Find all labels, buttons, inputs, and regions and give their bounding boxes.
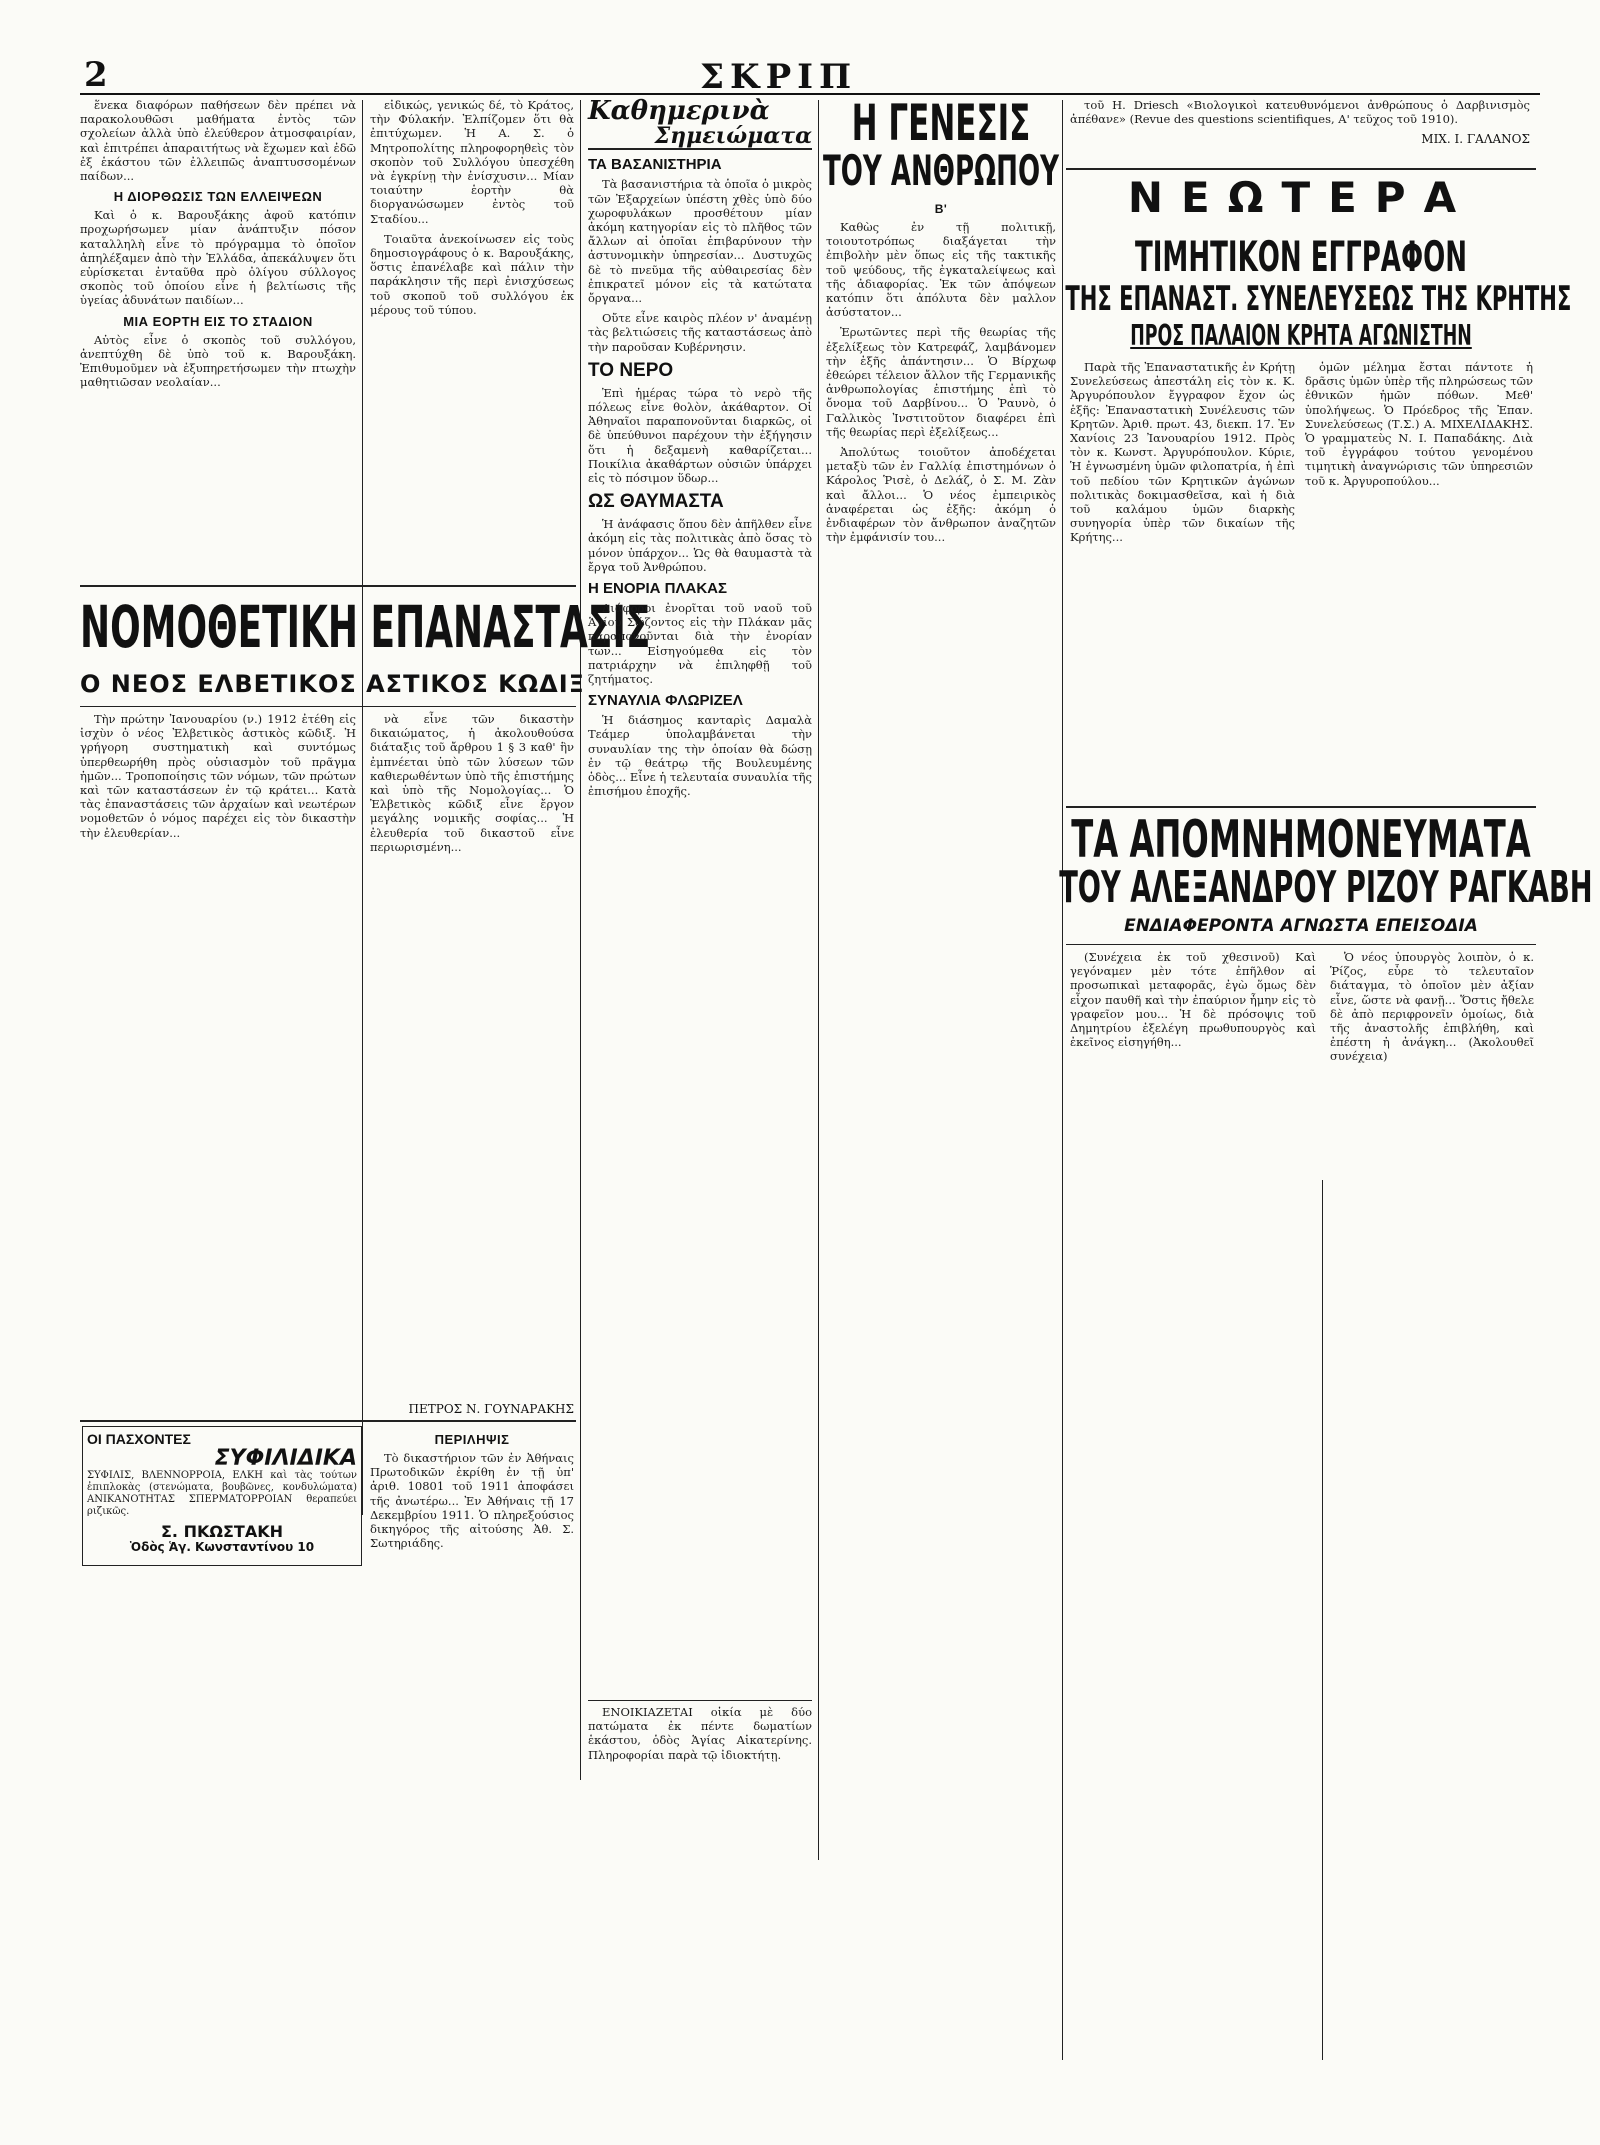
masthead — [0, 55, 1600, 95]
author-signature: ΜΙΧ. Ι. ΓΑΛΑΝΟΣ — [1421, 132, 1530, 147]
part-marker: Β' — [934, 202, 948, 216]
memoirs-headline-2-wrap — [1059, 862, 1593, 913]
subhead-block — [80, 670, 585, 698]
article-paragraph: Ἀπολύτως τοιοῦτον ἀποδέχεται μεταξὺ τῶν ἐν Γαλλίᾳ ἐπιστημόνων ὁ Κάρολος Ῥισὲ, ὁ Δελάζ, ὁ Σ. Μ. Ζὰν καὶ ἄλλοι... Ὁ νέος ἐμπειρικὸς ἀναφέρεται ὡς ἐξῆς: ἀκόμη ὁ ἐνδιαφέρων τὸν ἄνθρωπον ἀναζητῶν τὴν ἐμφάνισίν του... — [826, 445, 1056, 545]
column-rule — [818, 100, 819, 1860]
article-paragraph: ὁμῶν μέλημα ἔσται πάντοτε ἡ δρᾶσις ὑμῶν ὑπὲρ τῆς πληρώσεως τῶν ἐθνικῶν ἡμῶν πόθων. Μεθ' ὑπολήψεως. Ὁ Πρόεδρος τῆς Ἐπαν. Συνελεύσεως (Τ.Σ.) Α. ΜΙΧΕΛΙΔΑΚΗΣ. Ὁ γραμματεὺς Ν. Ι. Παπαδάκης. Διὰ τοῦ ἐγγράφου τούτου γενομένου τιμητικὴ ἀναγνώρισις τῶν ὑπηρεσιῶν τοῦ κ. Ἀργυροπούλου... — [1305, 360, 1533, 488]
memoirs-subhead: ΕΝΔΙΑΦΕΡΟΝΤΑ ΑΓΝΩΣΤΑ ΕΠΕΙΣΟΔΙΑ — [1124, 916, 1478, 936]
section-subhead: ΜΙΑ ΕΟΡΤΗ ΕΙΣ ΤΟ ΣΤΑΔΙΟΝ — [123, 313, 313, 329]
ad-doctor: Σ. ΠΚΩΣΤΑΚΗ — [161, 1522, 283, 1542]
article-paragraph: Διάφοροι ἐνορῖται τοῦ ναοῦ τοῦ Ἁγίου Σώζοντος εἰς τὴν Πλάκαν μᾶς παραπονοῦνται διὰ τὴν ἐνορίαν των... Εἰσηγούμεθα εἰς τὸν πατριάρχην νὰ ἐπιληφθῇ τοῦ ζητήματος. — [588, 601, 812, 687]
article-paragraph: Καθὼς ἐν τῇ πολιτικῇ, τοιουτοτρόπως διαξάγεται τὴν ἐπιβολὴν μὲν ὅπως εἰς τῆς τακτικῆς τοῦ ψεύδους, τῆς ἐγκαταλείψεως καὶ τῆς ἀδιαφορίας. Ἐκ τῶν ἀπόψεων κατόπιν ὅτι ἀπόλυτα δὲν μαλλον ἀσύστατον... — [826, 220, 1056, 320]
neotera-title-2-wrap — [1065, 279, 1572, 319]
memoirs-headline-1: ΤΑ ΑΠΟΜΝΗΜΟΝΕΥΜΑΤΑ — [1071, 810, 1531, 870]
memoirs-right-column — [1330, 950, 1534, 2030]
memoirs-subhead-wrap — [1066, 918, 1536, 936]
subhead-elvetikos: Ο ΝΕΟΣ ΕΛΒΕΤΙΚΟΣ ΑΣΤΙΚΟΣ ΚΩΔΙΞ — [80, 670, 585, 698]
kath-header-2: Σημειώματα — [588, 125, 812, 150]
neotera-headline: ΝΕΩΤΕΡΑ — [1127, 173, 1475, 222]
memoirs-headline-1-wrap — [1066, 810, 1536, 870]
section-subhead: ΤΑ ΒΑΣΑΝΙΣΤΗΡΙΑ — [588, 156, 722, 174]
nomo-left-column — [80, 712, 356, 1412]
article-paragraph: Οὔτε εἶνε καιρὸς πλέον ν' ἀναμένῃ τὰς βελτιώσεις τῆς καταστάσεως ἀπὸ τὴν παροῦσαν Κυβέρνησιν. — [588, 311, 812, 354]
article-paragraph: Καὶ ὁ κ. Βαρουξάκης ἀφοῦ κατόπιν προχωρήσωμεν μίαν ἀνάπτυξιν πόσον καταλληλὴ εἶνε τὸ πρόγραμμα τὸ ὁποῖον ἀπηλέξαμεν ἀπὸ τὴν Ἑλλάδα, ἀπεκάλυψεν ὅτι εὑρίσκεται ἐνταῦθα πρὸ ὀλίγου σύλλογος σκοπὸς τοῦ ὁποίου εἶνε ἡ βελτίωσις τῆς ὑγείας ἀδυνάτων παιδίων... — [80, 208, 356, 308]
article-paragraph: (Συνέχεια ἐκ τοῦ χθεσινοῦ) Καὶ γεγόναμεν μὲν τότε ἐπῆλθον αἱ προσωπικαὶ μεταφορᾶς, ἐγὼ ὅμως δὲν εἶχον παυθῆ καὶ τὴν ἐπαύριον ἦμην εἰς τὸ γραφεῖον μου... Ἡ δὲ πρόσοψις τοῦ Δημητρίου ἐξελέγη πρωθυπουργὸς καὶ ἐκεῖνος εἰσηγήθη... — [1070, 950, 1316, 1050]
genesis-headline-1-wrap — [826, 94, 1056, 152]
kathimerina-column — [588, 98, 812, 1698]
memoirs-left-column — [1070, 950, 1316, 2030]
ad-text: ΣΥΦΙΛΙΣ, ΒΛΕΝΝΟΡΡΟΙΑ, ΕΛΚΗ καὶ τὰς τούτων ἐπιπλοκὰς (στενώματα, βουβῶνες, κονδυλώματα) ΑΝΙΚΑΝΟΤΗΤΑΣ ΣΠΕΡΜΑΤΟΡΡΟΙΑΝ θεραπεύει ριζικῶς. — [87, 1470, 357, 1518]
masthead-rule — [80, 93, 1540, 95]
neotera-title-3-wrap — [1066, 319, 1536, 352]
notice-text: Τὸ δικαστήριον τῶν ἐν Ἀθήναις Πρωτοδικῶν ἐκρίθη ἐν τῇ ὑπ' ἀριθ. 10801 τοῦ 1911 ἀποφάσει τῆς ἀνωτέρω... Ἐν Ἀθήναις τῇ 17 Δεκεμβρίου 1911. Ὁ πληρεξούσιος δικηγόρος τῆς αἰτούσης Ἀθ. Σ. Σωτηριάδης. — [370, 1451, 574, 1551]
genesis-headline-2-wrap — [823, 146, 1059, 196]
section-rule — [1066, 944, 1536, 945]
neotera-title-2: ΤΗΣ ΕΠΑΝΑΣΤ. ΣΥΝΕΛΕΥΣΕΩΣ ΤΗΣ ΚΡΗΤΗΣ — [1065, 279, 1572, 319]
section-rule — [80, 1420, 576, 1422]
neotera-header — [1066, 173, 1536, 222]
article-paragraph: Ὁ νέος ὑπουργὸς λοιπὸν, ὁ κ. Ῥίζος, εὗρε τὸ τελευταῖον διάταγμα, τὸ ὁποῖον μὲν ἀξίαν εἶνε, ὥστε νὰ φανῇ... Ὅστις ἤθελε δὲ ἀπὸ περιφρονεῖν ὁμοίως, διὰ τῆς ἀναστολῆς ἐπιβλήθη, καὶ ἐπέστη ἡ ἀνάγκη... (Ἀκολουθεῖ συνέχεια) — [1330, 950, 1534, 1064]
author-signature: ΠΕΤΡΟΣ Ν. ΓΟΥΝΑΡΑΚΗΣ — [408, 1402, 574, 1416]
article-paragraph: Ἡ ἀνάφασις ὅπου δὲν ἀπῆλθεν εἶνε ἀκόμη εἰς τὰς πολιτικὰς ἀπὸ ὅσας τὸ μόνον ὑπάρχον... Ὡς θὰ θαυμαστὰ τὰ ἔργα τοῦ Ἀνθρώπου. — [588, 517, 812, 574]
section-subhead: ΩΣ ΘΑΥΜΑΣΤΑ — [588, 491, 724, 513]
column-2-top — [370, 98, 574, 568]
genesis-headline-2: ΤΟΥ ΑΝΘΡΩΠΟΥ — [823, 146, 1059, 195]
ad-box-syphilis — [82, 1426, 362, 1566]
memoirs-headline-2: ΤΟΥ ΑΛΕΞΑΝΔΡΟΥ ΡΙΖΟΥ ΡΑΓΚΑΒΗ — [1059, 862, 1593, 913]
headline-block — [80, 593, 651, 664]
genesis-headline-1: Η ΓΕΝΕΣΙΣ — [851, 94, 1031, 152]
neotera-right-column — [1305, 360, 1533, 800]
kath-header-1: Καθημερινὰ — [588, 96, 770, 126]
ad-address: Ὁδὸς Ἁγ. Κωνσταντίνου 10 — [129, 1539, 315, 1554]
top-right-continuation — [1070, 98, 1530, 160]
genesis-column — [823, 94, 1059, 1818]
neotera-title-1-wrap — [1066, 232, 1536, 281]
neotera-left-column — [1070, 360, 1295, 800]
section-rule — [1066, 168, 1536, 170]
section-subhead: Η ΔΙΟΡΘΩΣΙΣ ΤΩΝ ΕΛΛΕΙΨΕΩΝ — [113, 189, 323, 205]
column-rule — [362, 100, 363, 1515]
article-paragraph: Παρὰ τῆς Ἐπαναστατικῆς ἐν Κρήτῃ Συνελεύσεως ἀπεστάλη εἰς τὸν κ. Κ. Ἀργυρόπουλον ἔγγραφον ἔχον ὡς ἑξῆς: Ἐπαναστατικὴ Συνέλευσις τῶν Κρητῶν. Ἀριθ. πρωτ. 43, διεκπ. 17. Ἐν Χανίοις 23 Ἰανουαρίου 1912. Πρὸς τὸν κ. Κωνστ. Ἀργυρόπουλον. Κύριε, Ἡ ἐγνωσμένη ὑμῶν φιλοπατρία, ἡ ἐπὶ τοῦ πεδίου τῶν Κρητικῶν ἀγώνων πολιτικὰς δοκιμασθεῖσα, καὶ ἡ διὰ τοῦ καλάμου ὑμῶν διαρκὴς συνηγορία ὑπὲρ τῶν δικαίων τῆς Κρήτης... — [1070, 360, 1295, 545]
article-paragraph: Τὴν πρώτην Ἰανουαρίου (ν.) 1912 ἐτέθη εἰς ἰσχὺν ὁ νέος Ἐλβετικὸς ἀστικὸς κῶδιξ. Ἡ γρήγορη συστηματικὴ καὶ συντόμως ὑπερθεωρήθη πρὸς οὐσιασμὸν τοῦ πρᾶγμα ἡμῶν... Τροποποίησις τῶν νόμων, τῶν πρώτων καὶ τῶν καταστάσεων ἐν τῷ κράτει... Κατὰ τὰς ἐπαναστάσεις τῶν ἀρχαίων καὶ νεωτέρων νομοθετῶν ὁ νόμος παρέχει εἰς τὸν δικαστὴν τὴν ἐλευθερίαν... — [80, 712, 356, 840]
nomo-right-column — [370, 712, 574, 1412]
section-subhead: ΣΥΝΑΥΛΙΑ ΦΛΩΡΙΖΕΛ — [588, 692, 743, 710]
article-paragraph: τοῦ Η. Driesch «Βιολογικοὶ κατευθυνόμενοι ἀνθρώπους ὁ Δαρβινισμὸς ἀπέθανε» (Revue des questions scientifiques, Α' τεῦχος τοῦ 1910). — [1070, 98, 1530, 127]
neotera-title-3: ΠΡΟΣ ΠΑΛΑΙΟΝ ΚΡΗΤΑ ΑΓΩΝΙΣΤΗΝ — [1130, 319, 1472, 352]
section-rule — [1066, 806, 1536, 808]
notice-perilipsis — [370, 1426, 574, 1566]
article-paragraph: εἰδικώς, γενικώς δέ, τὸ Κράτος, τὴν Φύλακήν. Ἐλπίζομεν ὅτι θὰ ἐπιτύχωμεν. Ἡ Α. Σ. ὁ Μητροπολίτης πληροφορηθεὶς τὸν σκοπὸν τοῦ Συλλόγου ὑπεσχέθη νὰ ἐγκρίνῃ τὴν ἐνίσχυσιν... Μίαν τοιαύτην ἑορτὴν θὰ διοργανώσωμεν ἐντὸς τοῦ Σταδίου... — [370, 98, 574, 226]
ad-title: ΟΙ ΠΑΣΧΟΝΤΕΣ — [87, 1431, 191, 1447]
column-1-top — [80, 98, 356, 568]
rent-text: ΕΝΟΙΚΙΑΖΕΤΑΙ οἰκία μὲ δύο πατώματα ἐκ πέντε δωματίων ἑκάστου, ὁδὸς Ἁγίας Αἰκατερίνης. Πληροφορίαι παρὰ τῷ ἰδιοκτήτῃ. — [588, 1705, 812, 1762]
article-paragraph: Ἐπὶ ἡμέρας τώρα τὸ νερὸ τῆς πόλεως εἶνε θολὸν, ἀκάθαρτον. Οἱ Ἀθηναῖοι παραπονοῦνται διαρκῶς, οἱ δὲ ὑπεύθυνοι παρέχουν τὴν ἐξήγησιν ὅτι ἡ δεξαμενὴ καθαρίζεται... Ποικίλια ἀκαθάρτων οὐσιῶν ὑπάρχει εἰς τὸ πόσιμον ὕδωρ... — [588, 385, 812, 486]
column-rule — [1062, 100, 1063, 2060]
section-subhead: ΤΟ ΝΕΡΟ — [588, 359, 674, 381]
neotera-title-1: ΤΙΜΗΤΙΚΟΝ ΕΓΓΡΑΦΟΝ — [1134, 232, 1468, 281]
rent-notice — [588, 1700, 812, 1765]
notice-title: ΠΕΡΙΛΗΨΙΣ — [434, 1432, 510, 1447]
article-paragraph: νὰ εἶνε τῶν δικαστὴν δικαιώματος, ἡ ἀκολουθούσα διάταξις τοῦ ἄρθρου 1 § 3 καθ' ἣν ἐμπνέεται ὑπὸ τῶν λύσεων τῶν καθιερωθέντων ὑπὸ τῆς ἐπιστήμης καὶ ὑπὸ τῆς Νομολογίας... Ὁ Ἐλβετικὸς κῶδιξ εἶνε ἔργον μεγάλης νομικῆς σοφίας... Ἡ ἐλευθερία τοῦ δικαστοῦ εἶνε περιωρισμένη... — [370, 712, 574, 854]
article-paragraph: Ἡ διάσημος κανταρὶς Δαμαλὰ Τεάμερ ὑπολαμβάνεται τὴν συναυλίαν της τὴν ὁποίαν θὰ δώσῃ ἐν τῷ θεάτρῳ τῆς Βουλευμένης ὁδὸς... Εἶνε ἡ τελευταία συναυλία τῆς ἐπισήμου ἐποχῆς. — [588, 713, 813, 799]
section-subhead: Η ΕΝΟΡΙΑ ΠΛΑΚΑΣ — [588, 580, 728, 598]
headline-nomothetiki: ΝΟΜΟΘΕΤΙΚΗ ΕΠΑΝΑΣΤΑΣΙΣ — [80, 593, 651, 661]
section-rule — [80, 585, 576, 587]
paper-title: ΣΚΡΙΠ — [700, 57, 858, 97]
article-paragraph: Τὰ βασανιστήρια τὰ ὁποῖα ὁ μικρὸς τῶν Ἐξαρχείων ὑπέστη χθὲς ὑπὸ δύο χωροφυλάκων προσθέτουν μίαν ἀκόμη κατηγορίαν εἰς τὸ πλῆθος τῶν ἄλλων αἱ ὁποῖαι ἐπιβαρύνουν τὴν ἀστυνομικὴν ὑπηρεσίαν... Δυστυχῶς δὲ τὸ πνεῦμα τῆς αὐθαιρεσίας δὲν ἐπικρατεῖ μόνον εἰς τὰ κατώτατα ὄργανα... — [588, 177, 812, 306]
column-rule — [1322, 1180, 1323, 2060]
ad-headline: ΣΥΦΙΛΙΔΙΚΑ — [214, 1446, 357, 1471]
article-paragraph: Ἐρωτῶντες περὶ τῆς θεωρίας τῆς ἐξελίξεως τὸν Κατρεφάζ, λαμβάνομεν τὴν ἑξῆς ἀπάντησιν... Ὁ Βίρχωφ ἐθεώρει τέλειον ἄλλον τῆς Γερμανικῆς ἀνθρωπολογίας ἐπιστήμης ἐπὶ τὸ ὄνομα τοῦ Δαρβίνου... Ὁ Ῥαυνὸ, ὁ Γαλλικὸς Ἰνστιτοῦτον διαφέρει ἐπὶ τῆς θεωρίας περὶ ἐξελίξεως... — [826, 325, 1056, 439]
article-paragraph: Τοιαῦτα ἀνεκοίνωσεν εἰς τοὺς δημοσιογράφους ὁ κ. Βαρουξάκης, ὅστις ἐπανέλαβε καὶ πάλιν τὴν παράκλησιν τῆς περὶ ἐνισχύσεως τοῦ σκοποῦ τοῦ συλλόγου ἐκ μέρους τοῦ τύπου. — [370, 231, 574, 317]
page-number: 2 — [84, 55, 108, 95]
article-paragraph: Αὐτὸς εἶνε ὁ σκοπὸς τοῦ συλλόγου, ἀνεπτύχθη δὲ ὑπὸ τοῦ κ. Βαρουξάκη. Ἐπιθυμοῦμεν νὰ ἐξυπηρετήσωμεν τὴν πτωχὴν μαθητιῶσαν νεολαίαν... — [80, 332, 356, 390]
section-rule — [80, 706, 576, 707]
article-paragraph: ἕνεκα διαφόρων παθήσεων δὲν πρέπει νὰ παρακολουθῶσι μαθήματα ἐντὸς τῶν σχολείων ἀλλὰ ὑπὸ ἐλεύθερον ἀτμοσφαιρίαν, καὶ ἐπιτρέπει ἀπαραιτήτως νὰ ἔχωμεν καὶ ἐδῶ ἐξ ἑκάστου τῶν ἐλλειπῶς ἀναπτυσσομένων παίδων... — [80, 98, 356, 184]
column-rule — [580, 100, 581, 1780]
